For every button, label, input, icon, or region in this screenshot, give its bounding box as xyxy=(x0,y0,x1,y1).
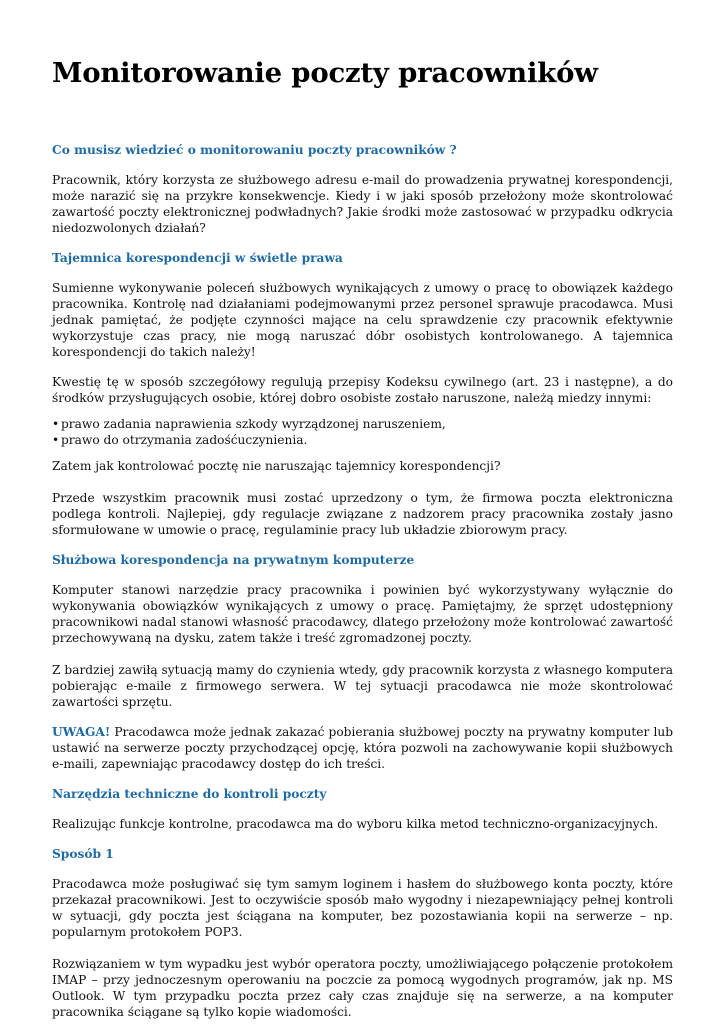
paragraph: Pracodawca może posługiwać się tym samym loginem i hasłem do służbowego konta poczty, które przekazał pracownikowi. Jest to oczywiście sposób mało wygodny i niezapewniający pełnej kontroli w sytuacji, gdy poczta jest ściągana na komputer, bez pozostawiania kopii na serwerze – np. popularnym protokołem POP3. xyxy=(52,877,673,939)
section-heading-private-computer: Służbowa korespondencja na prywatnym komputerze xyxy=(52,553,415,567)
paragraph: Komputer stanowi narzędzie pracy pracownika i powinien być wykorzystywany wyłącznie do wykonywania obowiązków wynikających z umowy o pracę. Pamiętajmy, że sprzęt udostępniony pracownikowi nadal stanowi własność pracodawcy, dlatego przełożony może kontrolować zawartość przechowywaną na dysku, zatem także i treść zgromadzonej poczty. xyxy=(52,583,673,645)
paragraph: Przede wszystkim pracownik musi zostać uprzedzony o tym, że firmowa poczta elektroniczna podlega kontroli. Najlepiej, gdy regulacje związane z nadzorem pracy pracownika zostały jasno sformułowane w umowie o pracę, regulaminie pracy lub układzie zbiorowym pracy. xyxy=(52,491,673,537)
paragraph: Pracownik, który korzysta ze służbowego adresu e-mail do prowadzenia prywatnej korespondencji, może narazić się na przykre konsekwencje. Kiedy i w jaki sposób przełożony może skontrolować zawartość poczty elektronicznej podwładnych? Jakie środki może zastosować w przypadku odkrycia niedozwolonych działań? xyxy=(52,173,673,235)
warning-label: UWAGA! xyxy=(52,725,111,739)
paragraph: Z bardziej zawiłą sytuacją mamy do czynienia wtedy, gdy pracownik korzysta z własnego komputera pobierając e-maile z firmowego serwera. W tej sytuacji pracodawca nie może skontrolować zawartości sprzętu. xyxy=(52,663,673,709)
bullet-icon: • xyxy=(52,433,60,447)
section-heading-correspondence-secrecy: Tajemnica korespondencji w świetle prawa xyxy=(52,251,343,265)
page-title: Monitorowanie poczty pracowników xyxy=(52,57,598,89)
paragraph: Zatem jak kontrolować pocztę nie naruszając tajemnicy korespondencji? xyxy=(52,459,501,473)
list-item-text: prawo do otrzymania zadośćuczynienia. xyxy=(61,433,308,447)
bullet-list xyxy=(52,416,673,448)
list-item-text: prawo zadania naprawienia szkody wyrządzonej naruszeniem, xyxy=(61,417,446,431)
paragraph: Realizując funkcje kontrolne, pracodawca ma do wyboru kilka metod techniczno-organizacyjnych. xyxy=(52,817,659,831)
paragraph: Sumienne wykonywanie poleceń służbowych wynikających z umowy o pracę to obowiązek każdego pracownika. Kontrolę nad działaniami podejmowanymi przez personel sprawuje pracodawca. Musi jednak pamiętać, że podjęte czynności mające na celu sprawdzenie czy pracownik efektywnie wykorzystuje czas pracy, nie mogą naruszać dóbr osobistych kontrolowanego. A tajemnica korespondencji do takich należy! xyxy=(52,281,673,359)
paragraph: Rozwiązaniem w tym wypadku jest wybór operatora poczty, umożliwiającego połączenie protokołem IMAP – przy jednoczesnym operowaniu na poczcie za pomocą wygodnych programów, jak np. MS Outlook. W tym przypadku poczta przez cały czas znajduje się na serwerze, a na komputer pracownika ściągane są tylko kopie wiadomości. xyxy=(52,957,673,1019)
list-item xyxy=(52,432,673,448)
section-heading-technical-tools: Narzędzia techniczne do kontroli poczty xyxy=(52,787,327,801)
section-heading-monitoring: Co musisz wiedzieć o monitorowaniu poczty pracowników ? xyxy=(52,143,457,157)
section-heading-method-1: Sposób 1 xyxy=(52,847,114,861)
warning-paragraph xyxy=(52,724,673,772)
warning-text: Pracodawca może jednak zakazać pobierania służbowej poczty na prywatny komputer lub ustawić na serwerze poczty przychodzącej opcję, która pozwoli na zachowywanie kopii służbowych e-maili, zapewniając pracodawcy dostęp do ich treści. xyxy=(52,725,673,771)
bullet-icon: • xyxy=(52,417,60,431)
document-page xyxy=(52,54,673,1034)
paragraph: Kwestię tę w sposób szczegółowy regulują przepisy Kodeksu cywilnego (art. 23 i następne), a do środków przysługujących osobie, której dobro osobiste zostało naruszone, należą miedzy innymi: xyxy=(52,375,673,405)
list-item xyxy=(52,416,673,432)
